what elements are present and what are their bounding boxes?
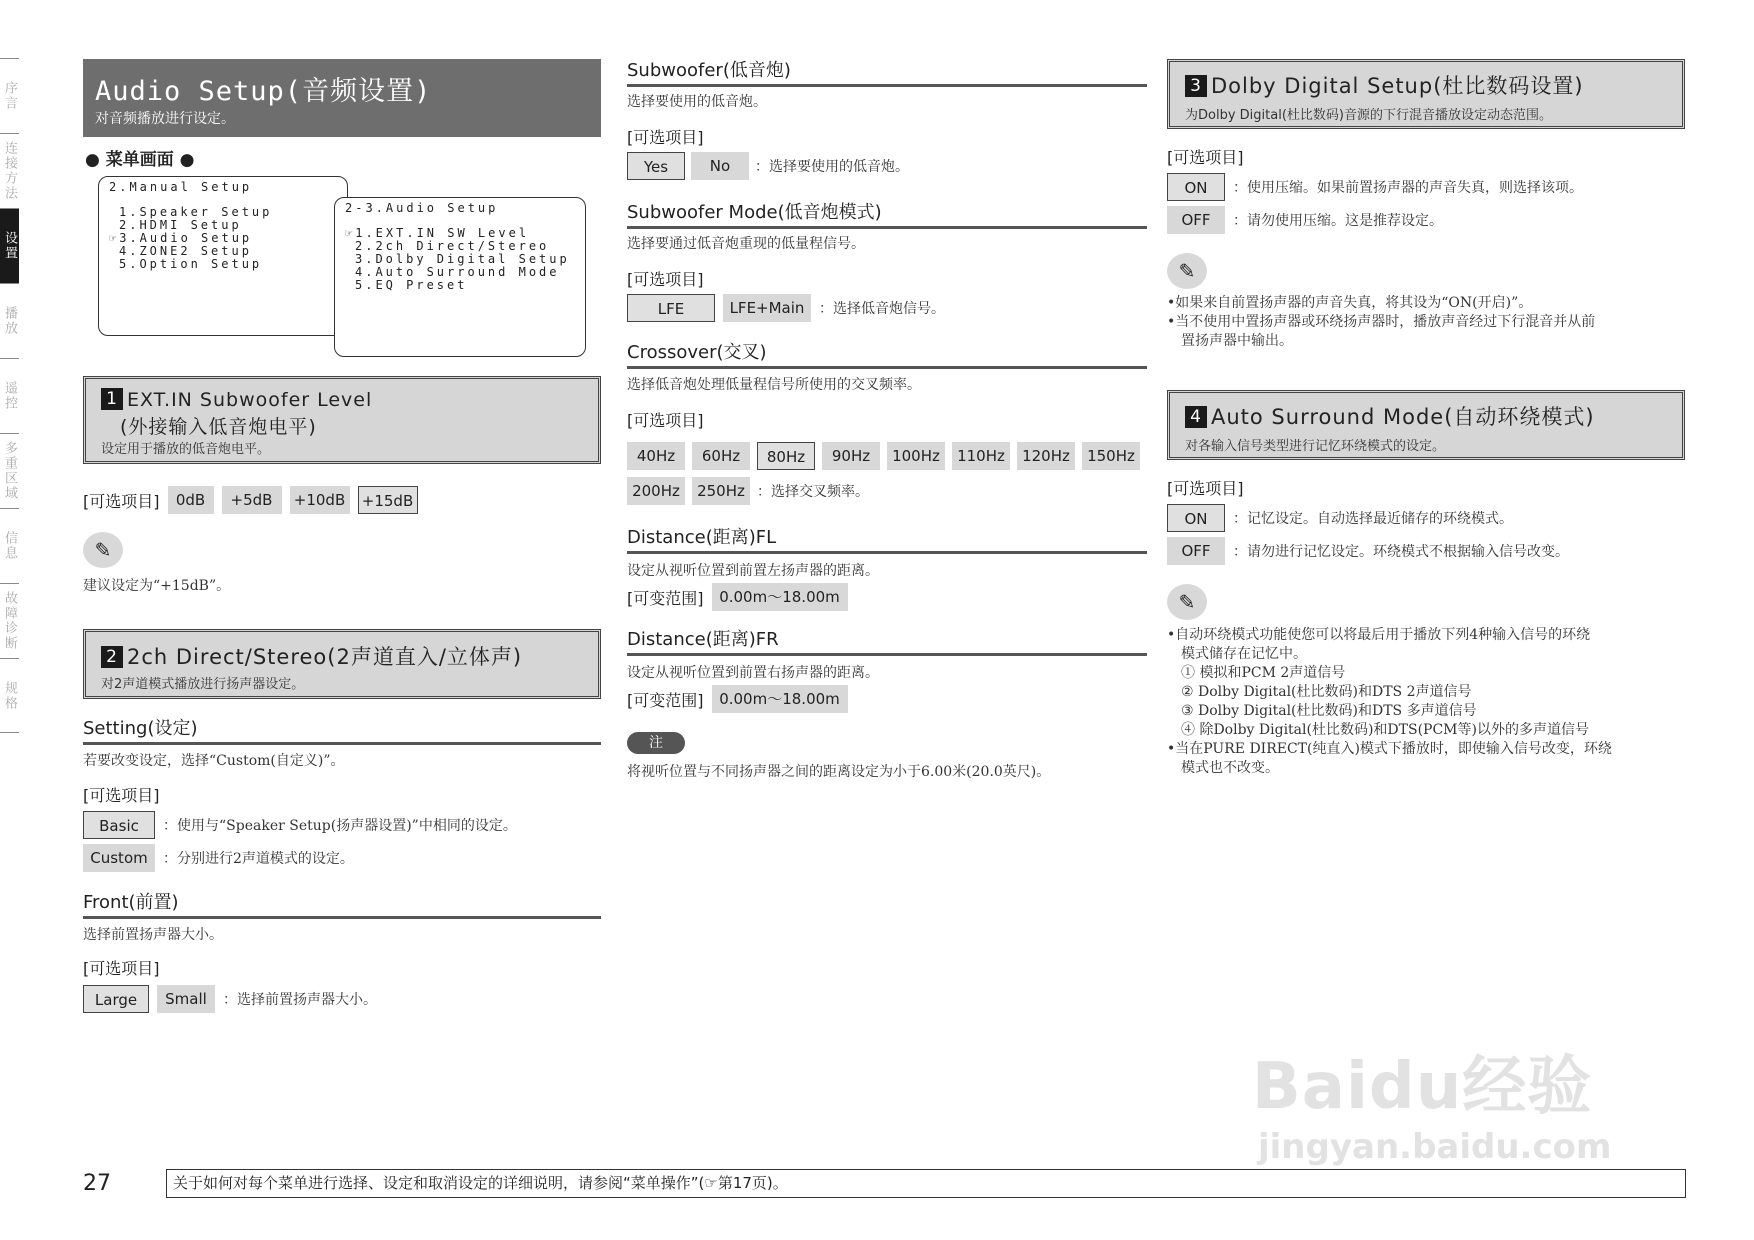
option-small[interactable]: Small bbox=[157, 985, 215, 1013]
screen2-title: 2-3.Audio Setup bbox=[345, 201, 499, 215]
watermark bbox=[1252, 1035, 1611, 1167]
crossover-row-2 bbox=[627, 477, 869, 505]
note-text: 建议设定为“+15dB”。 bbox=[83, 578, 231, 594]
option-auto-surround-off[interactable]: OFF bbox=[1167, 537, 1225, 565]
screen2-item: ☞1.EXT.IN SW Level bbox=[345, 226, 530, 240]
page-header bbox=[83, 59, 601, 137]
option-dolby-off-desc: ：请勿使用压缩。这是推荐设定。 bbox=[1233, 213, 1443, 229]
subwoofer-mode-options-label: [可选项目] bbox=[627, 270, 704, 289]
option-120hz[interactable]: 120Hz bbox=[1017, 442, 1075, 470]
side-tab-playback[interactable]: 播放 bbox=[0, 283, 19, 358]
section-title-cn: (外接输入低音炮电平) bbox=[120, 416, 317, 438]
screen2-item: 2.2ch Direct/Stereo bbox=[355, 239, 550, 253]
pencil-icon: ✎ bbox=[83, 532, 123, 568]
pencil-icon: ✎ bbox=[1167, 253, 1207, 289]
option-250hz[interactable]: 250Hz bbox=[692, 477, 750, 505]
crossover-row-1 bbox=[627, 442, 1140, 470]
option-0db[interactable]: 0dB bbox=[168, 486, 214, 514]
auto-surround-note: ③ Dolby Digital(杜比数码)和DTS 多声道信号 bbox=[1181, 703, 1477, 719]
distance-fl-range[interactable]: 0.00m～18.00m bbox=[712, 583, 848, 611]
side-tab-info[interactable]: 信息 bbox=[0, 508, 19, 583]
options-label: [可选项目] bbox=[83, 491, 160, 511]
distance-fl-heading: Distance(距离)FL bbox=[627, 523, 1147, 554]
section-subtitle: 对2声道模式播放进行扬声器设定。 bbox=[101, 677, 305, 692]
distance-fl-desc: 设定从视听位置到前置左扬声器的距离。 bbox=[627, 563, 879, 579]
menu-screen-manual-setup bbox=[98, 176, 348, 336]
subwoofer-mode-option-desc: ：选择低音炮信号。 bbox=[819, 301, 945, 317]
option-dolby-on-desc: ：使用压缩。如果前置扬声器的声音失真，则选择该项。 bbox=[1233, 180, 1583, 196]
option-no[interactable]: No bbox=[691, 152, 749, 180]
distance-fr-desc: 设定从视听位置到前置右扬声器的距离。 bbox=[627, 665, 879, 681]
option-basic[interactable]: Basic bbox=[83, 811, 155, 839]
section-number: 3 bbox=[1185, 75, 1207, 97]
page-subtitle: 对音频播放进行设定。 bbox=[95, 111, 235, 127]
ext-in-options bbox=[83, 486, 418, 514]
side-tab-bar bbox=[0, 58, 52, 733]
screen1-item: ☞3.Audio Setup bbox=[109, 231, 253, 245]
screen1-item: 4.ZONE2 Setup bbox=[119, 244, 252, 258]
option-auto-surround-on-desc: ：记忆设定。自动选择最近储存的环绕模式。 bbox=[1233, 511, 1513, 527]
distance-fr-heading: Distance(距离)FR bbox=[627, 625, 1147, 656]
option-5db[interactable]: +5dB bbox=[222, 486, 282, 514]
watermark-main: Baidu经验 bbox=[1252, 1050, 1593, 1124]
section-number: 1 bbox=[101, 388, 123, 410]
option-dolby-off[interactable]: OFF bbox=[1167, 206, 1225, 234]
section-title: Dolby Digital Setup(杜比数码设置) bbox=[1211, 74, 1584, 98]
side-tab-intro[interactable]: 序言 bbox=[0, 58, 19, 133]
side-tab-troubleshooting[interactable]: 故障诊断 bbox=[0, 583, 19, 658]
auto-surround-note: ① 模拟和PCM 2声道信号 bbox=[1181, 665, 1346, 681]
option-custom-desc: ：分别进行2声道模式的设定。 bbox=[163, 851, 354, 867]
option-100hz[interactable]: 100Hz bbox=[887, 442, 945, 470]
screen2-item: 4.Auto Surround Mode bbox=[355, 265, 560, 279]
option-dolby-on[interactable]: ON bbox=[1167, 173, 1225, 201]
screen1-item: 5.Option Setup bbox=[119, 257, 263, 271]
auto-surround-note: •当在PURE DIRECT(纯直入)模式下播放时，即使输入信号改变，环绕 bbox=[1167, 741, 1612, 757]
pencil-icon: ✎ bbox=[1167, 584, 1207, 620]
auto-surround-note: ④ 除Dolby Digital(杜比数码)和DTS(PCM等)以外的多声道信号 bbox=[1181, 722, 1589, 738]
option-15db[interactable]: +15dB bbox=[358, 486, 418, 514]
crossover-option-desc: ：选择交叉频率。 bbox=[757, 484, 869, 500]
option-40hz[interactable]: 40Hz bbox=[627, 442, 685, 470]
side-tab-connection[interactable]: 连接方法 bbox=[0, 133, 19, 208]
section-subtitle: 对各输入信号类型进行记忆环绕模式的设定。 bbox=[1185, 439, 1446, 454]
section-title: Auto Surround Mode(自动环绕模式) bbox=[1211, 405, 1595, 429]
front-options-label: [可选项目] bbox=[83, 959, 160, 978]
note-badge: 注 bbox=[627, 732, 685, 754]
footer-text: 关于如何对每个菜单进行选择、设定和取消设定的详细说明，请参阅“菜单操作”(☞第17页)。 bbox=[173, 1174, 788, 1192]
screen1-title: 2.Manual Setup bbox=[109, 180, 253, 194]
side-tab-specs[interactable]: 规格 bbox=[0, 658, 19, 733]
auto-surround-note: ② Dolby Digital(杜比数码)和DTS 2声道信号 bbox=[1181, 684, 1472, 700]
section-subtitle: 为Dolby Digital(杜比数码)音源的下行混音播放设定动态范围。 bbox=[1185, 108, 1552, 123]
side-tab-setup[interactable]: 设置 bbox=[0, 208, 19, 283]
subwoofer-option-desc: ：选择要使用的低音炮。 bbox=[755, 159, 909, 175]
subwoofer-mode-heading: Subwoofer Mode(低音炮模式) bbox=[627, 198, 1147, 229]
option-lfe-main[interactable]: LFE+Main bbox=[723, 294, 811, 322]
crossover-options-label: [可选项目] bbox=[627, 411, 704, 430]
distance-fr-range[interactable]: 0.00m～18.00m bbox=[712, 685, 848, 713]
section-2ch-direct-stereo bbox=[83, 629, 601, 699]
section-dolby-digital-setup bbox=[1167, 59, 1685, 129]
note-text: 将视听位置与不同扬声器之间的距离设定为小于6.00米(20.0英尺)。 bbox=[627, 764, 1051, 780]
screen1-item: 2.HDMI Setup bbox=[119, 218, 242, 232]
subwoofer-heading: Subwoofer(低音炮) bbox=[627, 56, 1147, 87]
screen2-item: 3.Dolby Digital Setup bbox=[355, 252, 570, 266]
section-ext-in-subwoofer-level bbox=[83, 376, 601, 464]
section-title: EXT.IN Subwoofer Level bbox=[127, 389, 373, 411]
section-auto-surround-mode bbox=[1167, 390, 1685, 460]
crossover-heading: Crossover(交叉) bbox=[627, 338, 1147, 369]
watermark-url: jingyan.baidu.com bbox=[1258, 1127, 1612, 1167]
option-10db[interactable]: +10dB bbox=[290, 486, 350, 514]
section-number: 2 bbox=[101, 646, 123, 668]
option-basic-desc: ：使用与“Speaker Setup(扬声器设置)”中相同的设定。 bbox=[163, 818, 517, 834]
screen1-item: 1.Speaker Setup bbox=[119, 205, 273, 219]
auto-surround-notes bbox=[1167, 626, 1687, 778]
section-subtitle: 设定用于播放的低音炮电平。 bbox=[101, 442, 271, 457]
option-yes[interactable]: Yes bbox=[627, 152, 685, 180]
option-80hz[interactable]: 80Hz bbox=[757, 442, 815, 470]
auto-surround-note: 模式也不改变。 bbox=[1181, 760, 1279, 776]
distance-fl-range-label: [可变范围] bbox=[627, 588, 704, 608]
subwoofer-options-label: [可选项目] bbox=[627, 128, 704, 147]
front-desc: 选择前置扬声器大小。 bbox=[83, 927, 223, 943]
option-custom[interactable]: Custom bbox=[83, 844, 155, 872]
subwoofer-desc: 选择要使用的低音炮。 bbox=[627, 94, 767, 110]
dolby-note: •当不使用中置扬声器或环绕扬声器时，播放声音经过下行混音并从前 bbox=[1167, 314, 1596, 330]
setting-heading: Setting(设定) bbox=[83, 714, 601, 745]
footer-reference bbox=[166, 1169, 1686, 1198]
section-number: 4 bbox=[1185, 406, 1207, 428]
option-lfe[interactable]: LFE bbox=[627, 294, 715, 322]
side-tab-remote[interactable]: 遥控 bbox=[0, 358, 19, 433]
dolby-notes bbox=[1167, 294, 1687, 351]
distance-fr-range-label: [可变范围] bbox=[627, 690, 704, 710]
screen2-item: 5.EQ Preset bbox=[355, 278, 468, 292]
option-90hz[interactable]: 90Hz bbox=[822, 442, 880, 470]
dolby-note: •如果来自前置扬声器的声音失真，将其设为“ON(开启)”。 bbox=[1167, 295, 1533, 311]
auto-surround-note: 模式储存在记忆中。 bbox=[1181, 646, 1307, 662]
menu-screen-audio-setup bbox=[334, 197, 586, 357]
crossover-desc: 选择低音炮处理低量程信号所使用的交叉频率。 bbox=[627, 377, 921, 393]
menu-screen-label: ● 菜单画面 ● bbox=[85, 150, 195, 170]
auto-surround-options-label: [可选项目] bbox=[1167, 479, 1244, 498]
section-title: 2ch Direct/Stereo(2声道直入/立体声) bbox=[127, 645, 523, 669]
option-auto-surround-on[interactable]: ON bbox=[1167, 504, 1225, 532]
option-auto-surround-off-desc: ：请勿进行记忆设定。环绕模式不根据输入信号改变。 bbox=[1233, 544, 1569, 560]
front-heading: Front(前置) bbox=[83, 888, 601, 919]
page-title: Audio Setup(音频设置) bbox=[95, 76, 432, 107]
option-60hz[interactable]: 60Hz bbox=[692, 442, 750, 470]
dolby-note: 置扬声器中输出。 bbox=[1181, 333, 1293, 349]
page-number: 27 bbox=[83, 1171, 111, 1196]
setting-options-label: [可选项目] bbox=[83, 786, 160, 805]
auto-surround-note: •自动环绕模式功能使您可以将最后用于播放下列4种输入信号的环绕 bbox=[1167, 627, 1591, 643]
option-150hz[interactable]: 150Hz bbox=[1082, 442, 1140, 470]
option-large[interactable]: Large bbox=[83, 985, 149, 1013]
subwoofer-mode-desc: 选择要通过低音炮重现的低量程信号。 bbox=[627, 236, 865, 252]
front-option-desc: ：选择前置扬声器大小。 bbox=[223, 992, 377, 1008]
dolby-options-label: [可选项目] bbox=[1167, 148, 1244, 167]
side-tab-multizone[interactable]: 多重区域 bbox=[0, 433, 19, 508]
setting-desc: 若要改变设定，选择“Custom(自定义)”。 bbox=[83, 753, 345, 769]
option-200hz[interactable]: 200Hz bbox=[627, 477, 685, 505]
option-110hz[interactable]: 110Hz bbox=[952, 442, 1010, 470]
